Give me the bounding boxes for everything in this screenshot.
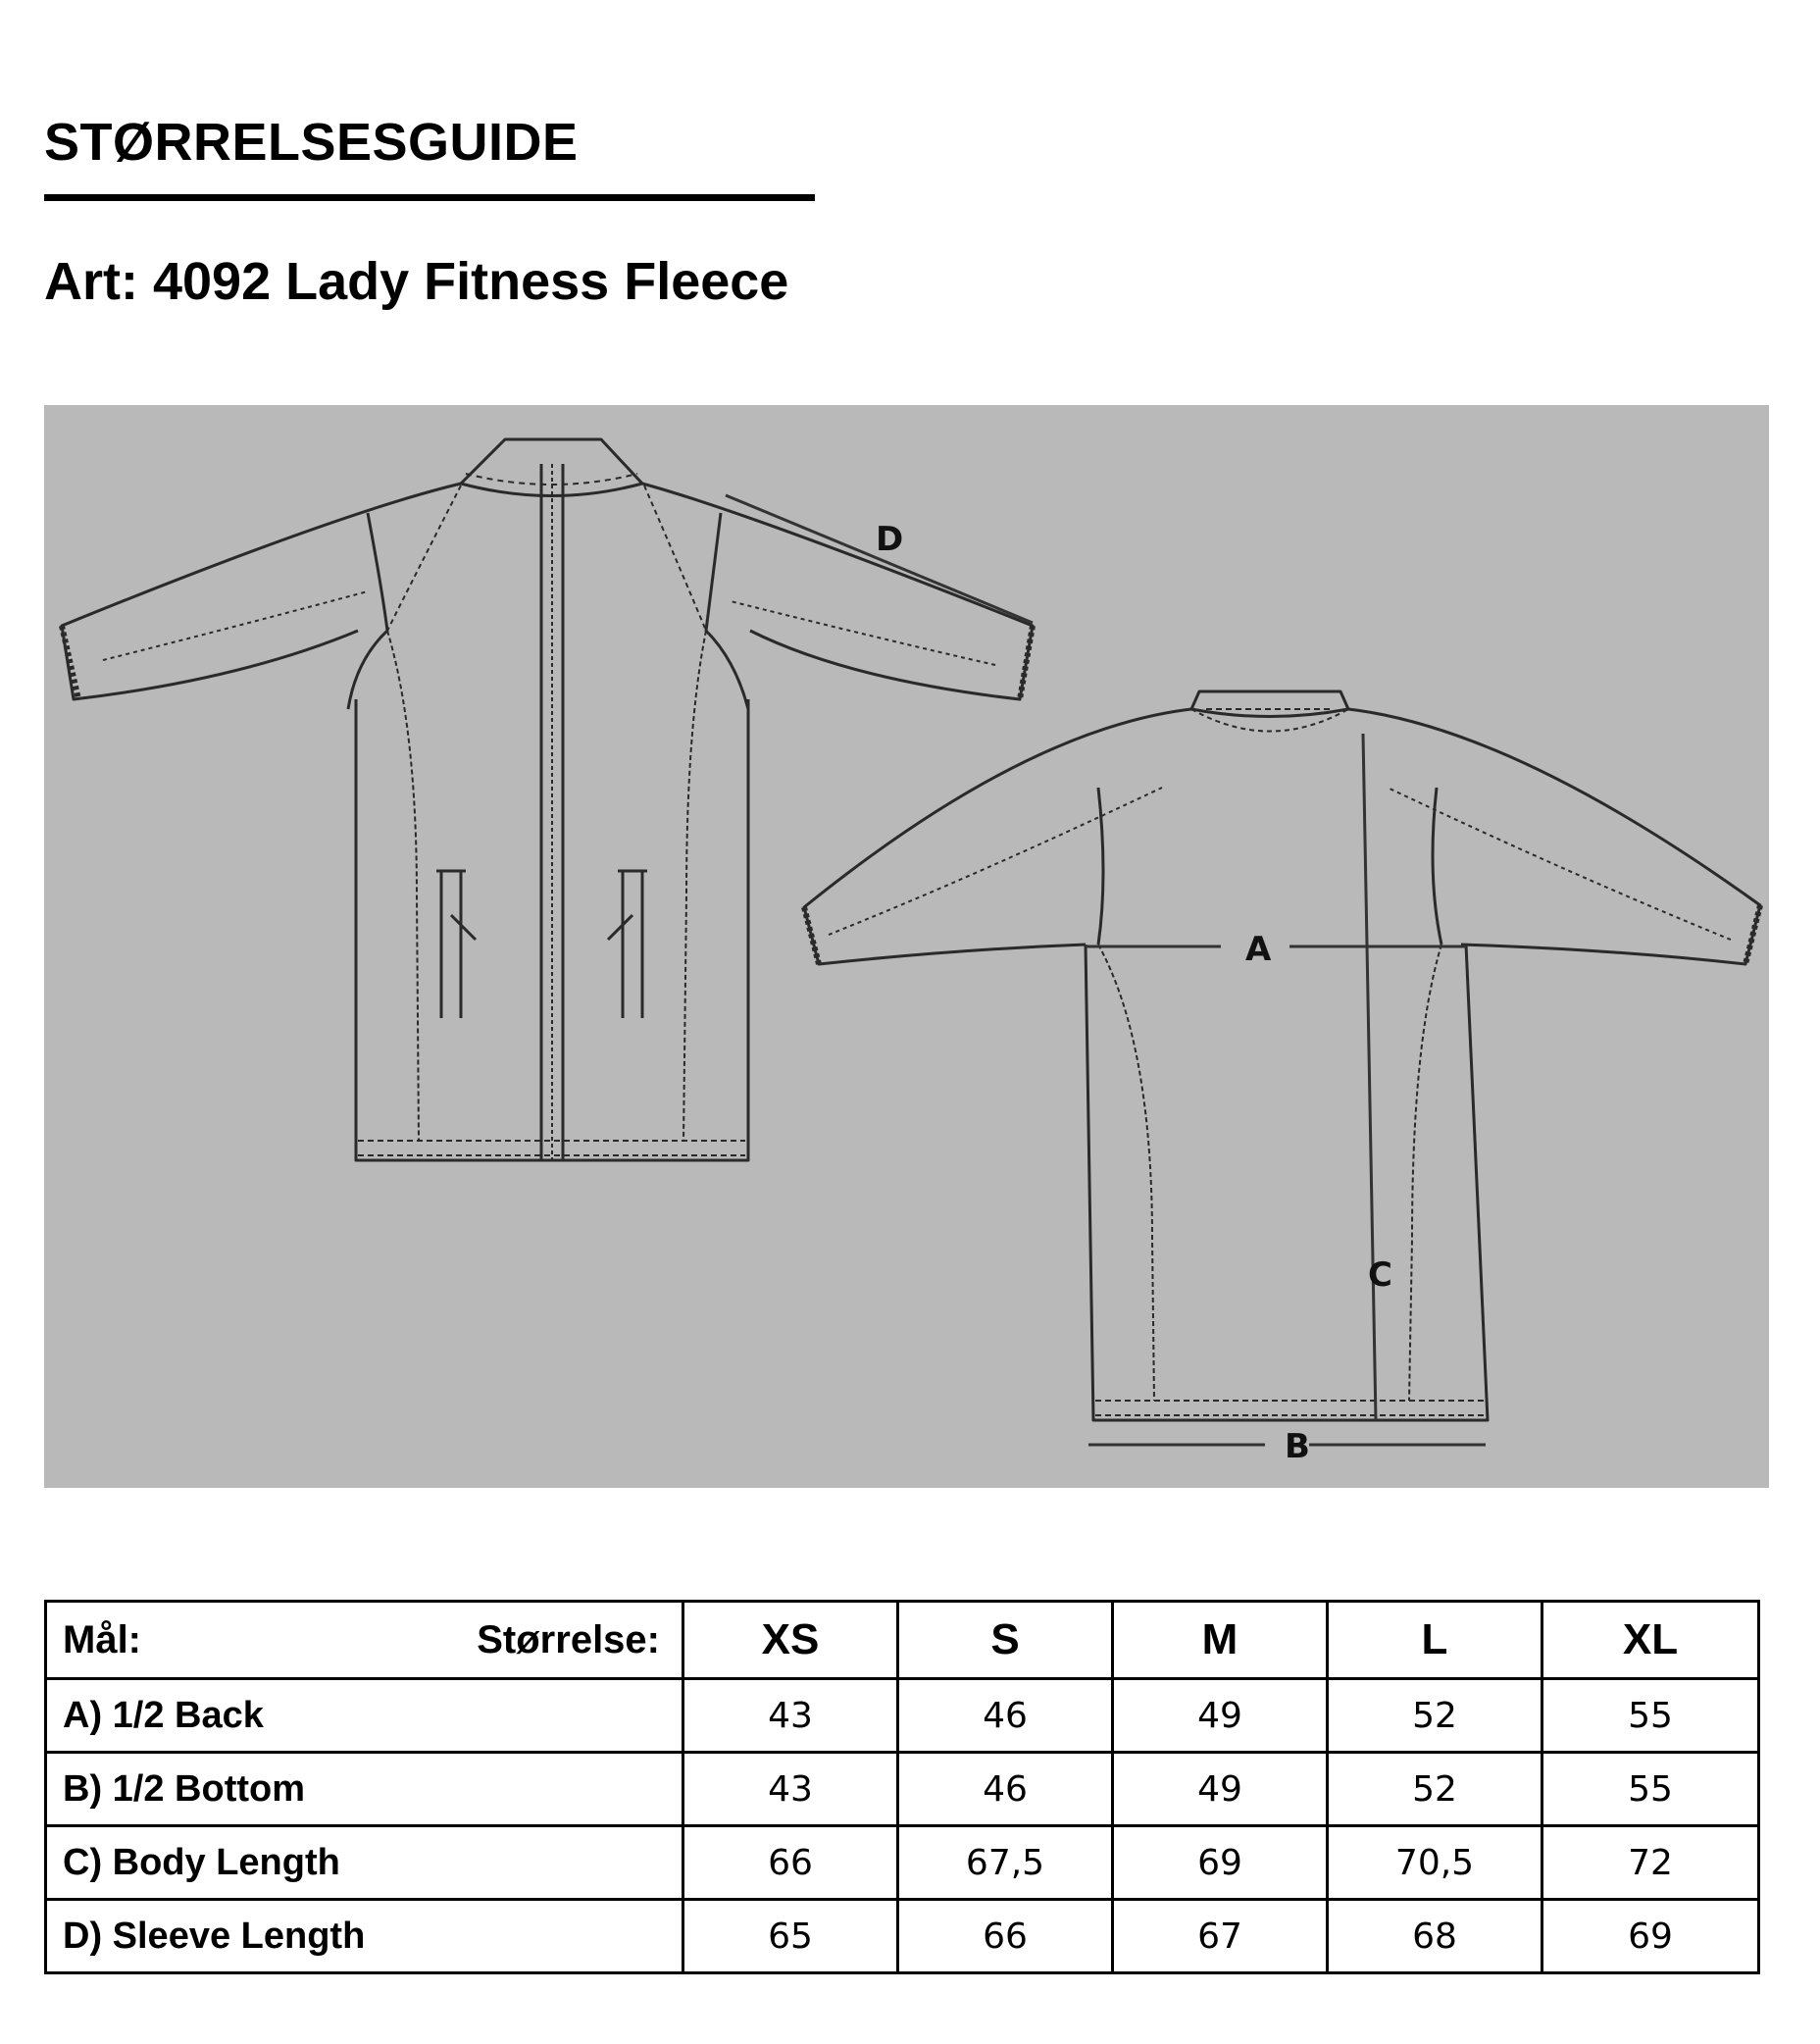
table-cell: 69 (1542, 1900, 1759, 1973)
table-cell: 43 (683, 1679, 898, 1753)
page-title: STØRRELSESGUIDE (44, 113, 579, 172)
table-cell: 55 (1542, 1753, 1759, 1826)
table-cell: 55 (1542, 1679, 1759, 1753)
row-label: C) Body Length (46, 1826, 683, 1900)
table-cell: 49 (1113, 1753, 1328, 1826)
size-m-header: M (1113, 1602, 1328, 1679)
table-cell: 43 (683, 1753, 898, 1826)
table-cell: 69 (1113, 1826, 1328, 1900)
table-cell: 46 (898, 1679, 1113, 1753)
dimension-label-b: B (1285, 1427, 1310, 1466)
size-header: Størrelse: (477, 1617, 660, 1661)
table-row (46, 1679, 1759, 1753)
size-table (44, 1600, 1760, 1974)
table-cell: 70,5 (1328, 1826, 1542, 1900)
table-header-row (46, 1602, 1759, 1679)
table-cell: 67,5 (898, 1826, 1113, 1900)
jacket-technical-drawing (44, 405, 1769, 1488)
article-title: Art: 4092 Lady Fitness Fleece (44, 252, 789, 311)
table-cell: 49 (1113, 1679, 1328, 1753)
table-cell: 46 (898, 1753, 1113, 1826)
table-cell: 52 (1328, 1679, 1542, 1753)
table-cell: 68 (1328, 1900, 1542, 1973)
measure-header: Mål: (63, 1617, 141, 1661)
header-label-cell (46, 1602, 683, 1679)
table-cell: 67 (1113, 1900, 1328, 1973)
table-row (46, 1826, 1759, 1900)
size-l-header: L (1328, 1602, 1542, 1679)
row-label: D) Sleeve Length (46, 1900, 683, 1973)
title-underline (44, 194, 815, 201)
dimension-label-d: D (876, 520, 904, 559)
dimension-label-a: A (1245, 930, 1272, 969)
table-row (46, 1753, 1759, 1826)
garment-sketch (44, 405, 1769, 1488)
back-jacket-drawing (804, 691, 1760, 1420)
dimension-label-c: C (1368, 1255, 1392, 1295)
table-cell: 66 (683, 1826, 898, 1900)
table-cell: 72 (1542, 1826, 1759, 1900)
row-label: A) 1/2 Back (46, 1679, 683, 1753)
size-xl-header: XL (1542, 1602, 1759, 1679)
table-cell: 52 (1328, 1753, 1542, 1826)
measurement-lines (726, 495, 1486, 1445)
row-label: B) 1/2 Bottom (46, 1753, 683, 1826)
table-cell: 66 (898, 1900, 1113, 1973)
size-s-header: S (898, 1602, 1113, 1679)
size-xs-header: XS (683, 1602, 898, 1679)
table-row (46, 1900, 1759, 1973)
table-cell: 65 (683, 1900, 898, 1973)
